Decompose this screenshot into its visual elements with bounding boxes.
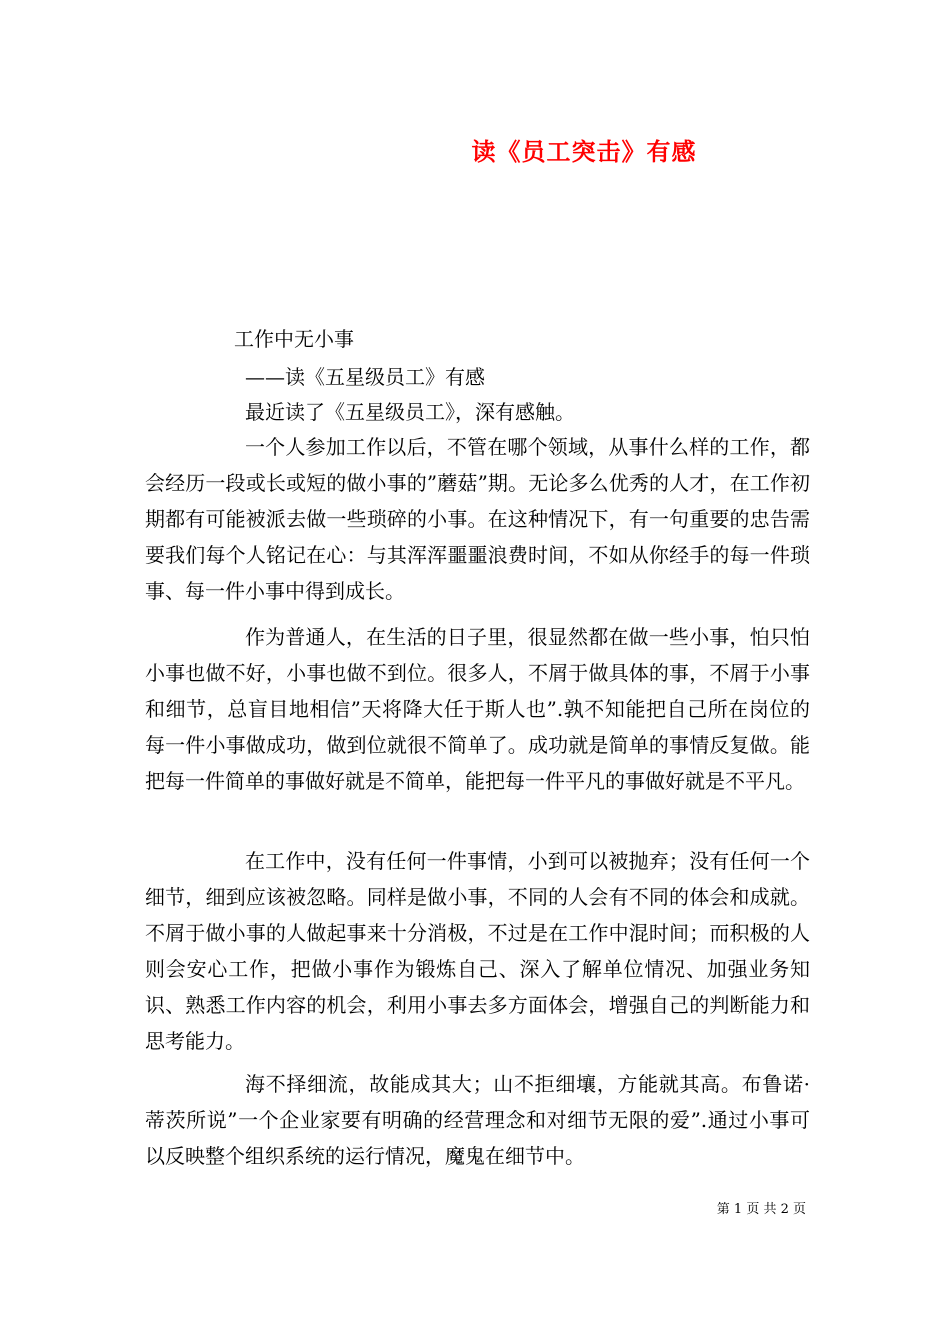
article-heading: 工作中无小事 bbox=[234, 327, 354, 351]
paragraph-1: 一个人参加工作以后，不管在哪个领域，从事什么样的工作，都会经历一段或长或短的做小事的”蘑菇”期。无论多么优秀的人才，在工作初期都有可能被派去做一些琐碎的小事。在这种情况下，有一句重要的忠告需要我们每个人铭记在心：与其浑浑噩噩浪费时间，不如从你经手的每一件琐事、每一件小事中得到成长。 bbox=[145, 435, 810, 603]
intro-line: 最近读了《五星级员工》，深有感触。 bbox=[245, 400, 575, 424]
paragraph-2: 作为普通人，在生活的日子里，很显然都在做一些小事，怕只怕小事也做不好，小事也做不到位。很多人，不屑于做具体的事，不屑于小事和细节，总盲目地相信”天将降大任于斯人也”.孰不知能把自己所在岗位的每一件小事做成功，做到位就很不简单了。成功就是简单的事情反复做。能把每一件简单的事做好就是不简单，能把每一件平凡的事做好就是不平凡。 bbox=[145, 625, 810, 793]
page-footer: 第 1 页 共 2 页 bbox=[716, 1202, 806, 1217]
paragraph-4: 海不择细流，故能成其大；山不拒细壤，方能就其高。布鲁诺·蒂茨所说”一个企业家要有明确的经营理念和对细节无限的爱”.通过小事可以反映整个组织系统的运行情况，魔鬼在细节中。 bbox=[145, 1072, 810, 1168]
document-title: 读《员工突击》有感 bbox=[471, 137, 697, 166]
paragraph-3: 在工作中，没有任何一件事情，小到可以被抛弃；没有任何一个细节，细到应该被忽略。同样是做小事，不同的人会有不同的体会和成就。不屑于做小事的人做起事来十分消极，不过是在工作中混时间；而积极的人则会安心工作，把做小事作为锻炼自己、深入了解单位情况、加强业务知识、熟悉工作内容的机会，利用小事去多方面体会，增强自己的判断能力和思考能力。 bbox=[145, 849, 810, 1053]
article-subheading: ——读《五星级员工》有感 bbox=[245, 365, 485, 389]
